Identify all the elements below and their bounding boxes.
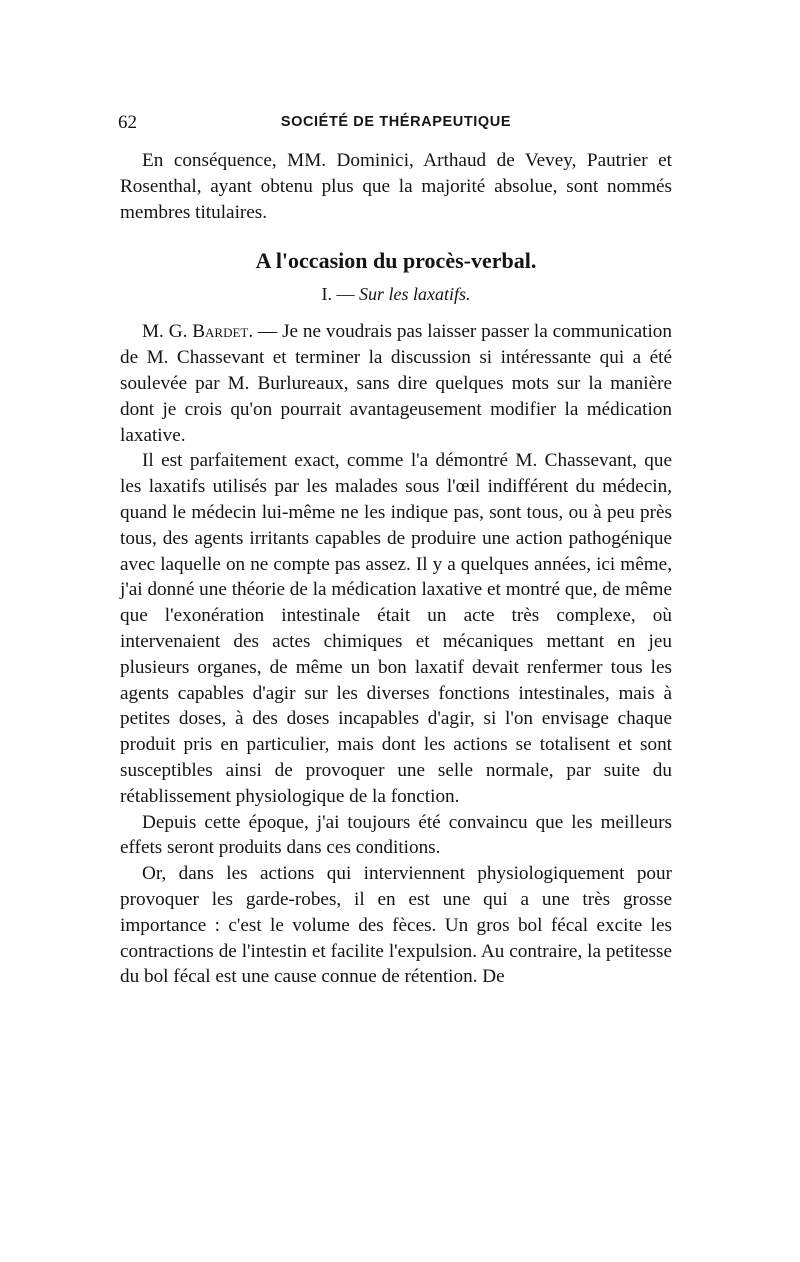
paragraph-conviction: Depuis cette époque, j'ai toujours été convaincu que les meilleurs effets seront produits dans ces conditions. [120,811,672,859]
speaker-prefix: M. G. [142,321,188,343]
paragraph-fecal-volume: Or, dans les actions qui interviennent physiologiquement pour provoquer les garde-robes, il en est une qui a une très grosse importance : c'est le volume des fèces. Un gros bol fécal excite les contractions de l'intestin et facilite l'expulsion. Au contraire, la petitesse du bol fécal est une cause connue de rétention. De [120,863,672,988]
paragraph-bardet-intro [120,319,672,448]
section-heading: A l'occasion du procès-verbal. [255,248,537,274]
speaker-text: — Je ne voudrais pas laisser passer la communication de M. Chassevant et terminer la discussion si intéressante qui a été soulevée par M. Burlureaux, sans dire quelques mots sur la manière dont je crois qu'on pourrait avantageusement modifier la médication laxative. [120,321,672,446]
subheading-number: I. — [321,284,355,305]
running-head [120,112,672,138]
speaker-name: Bardet. [192,321,254,343]
paragraph-laxative-theory: Il est parfaitement exact, comme l'a démontré M. Chassevant, que les laxatifs utilisés par les malades sous l'œil indifférent du médecin, quand le médecin lui-même ne les indique pas, sont tous, ou à peu près tous, des agents irritants capables de produire une action pathogénique avec laquelle on ne compte pas assez. Il y a quelques années, ici même, j'ai donné une théorie de la médication laxative et montré que, de même que l'exonération intestinale était un acte très complexe, où intervenaient des actes chimiques et mécaniques mettant en jeu plusieurs organes, de même un bon laxatif devait renfermer tous les agents capables d'agir sur les diverses fonctions intestinales, mais à petites doses, à des doses incapables d'agir, si l'on envisage chaque produit pris en particulier, mais dont les actions se totalisent et sont susceptibles ainsi de provoquer une selle normale, par suite du rétablissement physiologique de la fonction. [120,450,672,807]
paragraph-nominations: En conséquence, MM. Dominici, Arthaud de Vevey, Pautrier et Rosenthal, ayant obtenu plus que la majorité absolue, sont nommés membres titulaires. [120,150,672,223]
subheading [120,281,672,307]
subheading-title: Sur les laxatifs. [359,284,471,305]
page-number: 62 [118,112,137,133]
page [120,112,672,990]
journal-title: SOCIÉTÉ DE THÉRAPEUTIQUE [280,114,512,130]
